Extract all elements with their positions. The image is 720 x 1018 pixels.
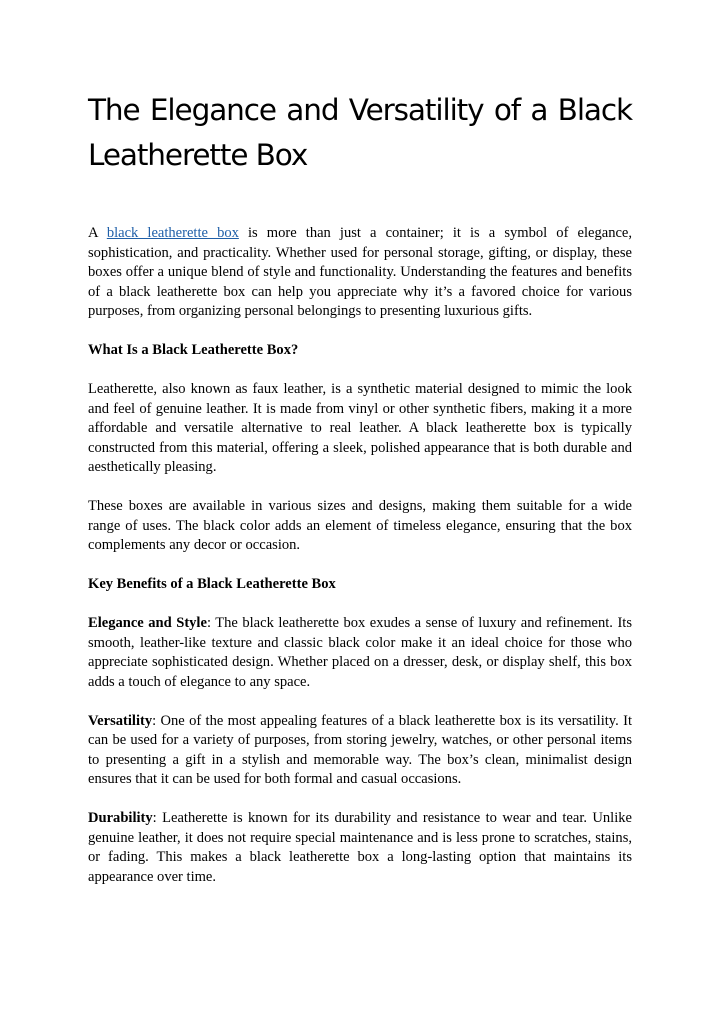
benefit-versatility bbox=[88, 712, 632, 790]
benefit-text: : The black leatherette box exudes a sense of luxury and refinement. Its smooth, leather-like texture and classic black color make it an ideal choice for those who appreciate sophisticated design. Whether placed on a dresser, desk, or display shelf, this box adds a touch of elegance to any space. bbox=[88, 615, 632, 690]
benefit-durability bbox=[88, 809, 632, 887]
black-leatherette-box-link[interactable]: black leatherette box bbox=[106, 225, 239, 241]
paragraph-leatherette-definition: Leatherette, also known as faux leather, is a synthetic material designed to mimic the look and feel of genuine leather. It is made from vinyl or other synthetic fibers, making it a more affordable and versatile alternative to real leather. A black leatherette box is typically constructed from this material, offering a sleek, polished appearance that is both durable and aesthetically pleasing. bbox=[88, 381, 632, 475]
title-line-2: Leatherette Box bbox=[88, 138, 308, 172]
benefit-term: Versatility bbox=[88, 712, 153, 729]
paragraph-sizes-designs: These boxes are available in various sizes and designs, making them suitable for a wide range of uses. The black color adds an element of timeless elegance, ensuring that the box complements any decor or occasion. bbox=[88, 498, 632, 553]
section-heading-what-is: What Is a Black Leatherette Box? bbox=[88, 342, 299, 358]
benefit-elegance-style bbox=[88, 614, 632, 692]
benefit-text: : Leatherette is known for its durability and resistance to wear and tear. Unlike genuine leather, it does not require special maintenance and is less prone to scratches, stains, or fading. This makes a black leatherette box a long-lasting option that maintains its appearance over time. bbox=[88, 810, 632, 885]
benefit-text: : One of the most appealing features of a black leatherette box is its versatility. It can be used for a variety of purposes, from storing jewelry, watches, or other personal items to presenting a gift in a stylish and memorable way. The box’s clean, minimalist design ensures that it can be used for both formal and casual occasions. bbox=[88, 712, 632, 787]
page-title bbox=[88, 88, 632, 178]
section-heading-key-benefits: Key Benefits of a Black Leatherette Box bbox=[88, 576, 336, 592]
benefit-term: Elegance and Style bbox=[88, 615, 207, 631]
intro-paragraph bbox=[88, 224, 632, 322]
intro-text: is more than just a container; it is a symbol of elegance, sophistication, and practicality. Whether used for personal storage, gifting, or display, these boxes offer a unique blend of style and functionality. Understanding the features and benefits of a black leatherette box can help you appreciate why it’s a favored choice for various purposes, from organizing personal belongings to presenting luxurious gifts. bbox=[88, 225, 633, 319]
benefit-term: Durability bbox=[88, 810, 153, 826]
intro-prefix: A bbox=[88, 225, 98, 241]
title-line-1: The Elegance and Versatility of a Black bbox=[88, 93, 632, 127]
